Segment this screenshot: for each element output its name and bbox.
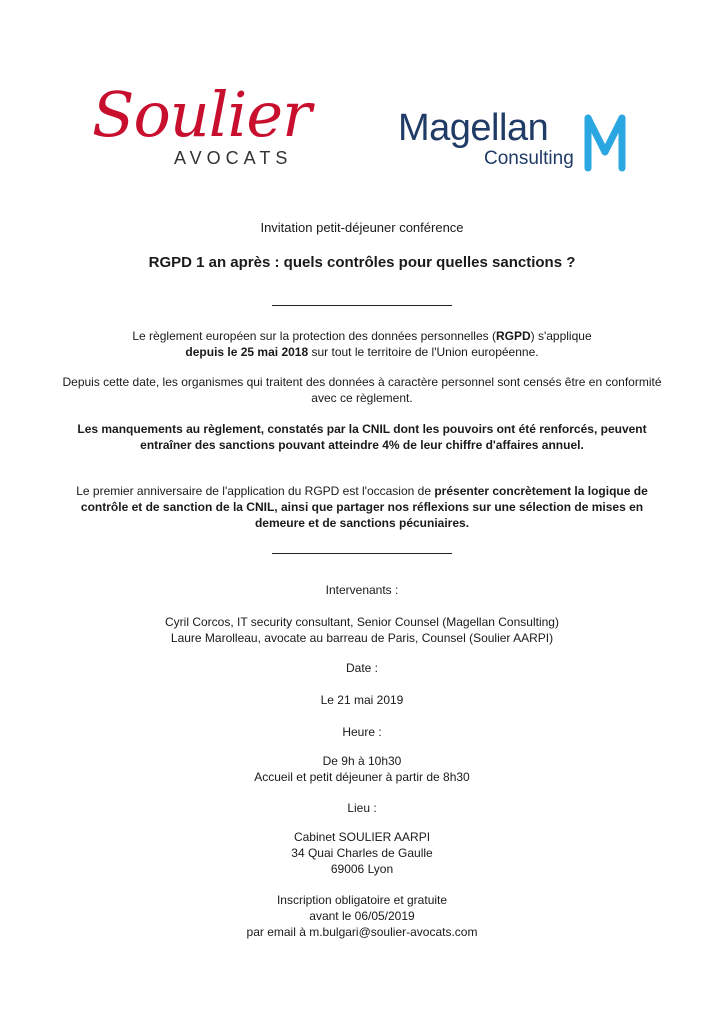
inscription-email-line[interactable]: par email à m.bulgari@soulier-avocats.com <box>246 925 478 939</box>
invitation-line: Invitation petit-déjeuner conférence <box>260 220 464 235</box>
speakers-list <box>60 614 664 646</box>
p1-text-rgpd: RGPD <box>495 329 531 343</box>
speaker-line: Laure Marolleau, avocate au barreau de Paris, Counsel (Soulier AARPI) <box>170 631 554 645</box>
heure-line: De 9h à 10h30 <box>322 754 402 768</box>
address-line: 34 Quai Charles de Gaulle <box>291 846 433 860</box>
paragraph-rgpd-intro <box>60 328 664 360</box>
p1-text-date: depuis le 25 mai 2018 <box>185 345 309 359</box>
date-value: Le 21 mai 2019 <box>320 693 404 707</box>
p4-text-a: Le premier anniversaire de l'application du RGPD est l'occasion de <box>76 484 435 498</box>
p1-text-e: sur tout le territoire de l'Union européenne. <box>308 345 539 359</box>
heure-values <box>60 753 664 785</box>
heure-line: Accueil et petit déjeuner à partir de 8h30 <box>254 770 470 784</box>
divider-bottom <box>272 553 452 554</box>
divider-top <box>272 305 452 306</box>
lieu-label: Lieu : <box>347 801 377 815</box>
soulier-avocats-logo <box>92 78 352 184</box>
page-title: RGPD 1 an après : quels contrôles pour quelles sanctions ? <box>148 254 576 271</box>
date-label: Date : <box>345 661 378 675</box>
lieu-address <box>60 829 664 877</box>
soulier-logo-subtitle: AVOCATS <box>174 148 293 168</box>
soulier-logo-script: Soulier <box>92 78 311 151</box>
p1-text-a: Le règlement européen sur la protection des données personnelles ( <box>132 329 496 343</box>
inscription-line: avant le 06/05/2019 <box>309 909 415 923</box>
inscription-info <box>60 892 664 940</box>
magellan-logo-name: Magellan <box>398 107 549 149</box>
magellan-m-icon <box>582 112 628 174</box>
inscription-line: Inscription obligatoire et gratuite <box>276 893 448 907</box>
p4-text-b: présenter concrètement la logique de contrôle et de sanction de la CNIL, ainsi que partager nos réflexions sur une sélection de mises en demeure et de sanctions pécuniaires. <box>80 484 648 530</box>
paragraph-conformity: Depuis cette date, les organismes qui traitent des données à caractère personnel sont censés être en conformité avec ce règlement. <box>62 375 662 405</box>
paragraph-anniversary <box>60 483 664 531</box>
p1-text-c: ) s'applique <box>530 329 592 343</box>
magellan-logo-subtitle: Consulting <box>484 148 574 169</box>
address-line: 69006 Lyon <box>330 862 394 876</box>
paragraph-sanctions: Les manquements au règlement, constatés par la CNIL dont les pouvoirs ont été renforcés, peuvent entraîner des sanctions pouvant atteindre 4% de leur chiffre d'affaires annuel. <box>77 422 647 452</box>
heure-label: Heure : <box>342 725 382 739</box>
address-line: Cabinet SOULIER AARPI <box>293 830 431 844</box>
speaker-line: Cyril Corcos, IT security consultant, Senior Counsel (Magellan Consulting) <box>165 615 559 629</box>
magellan-consulting-logo <box>398 108 638 178</box>
intervenants-label: Intervenants : <box>325 583 399 597</box>
